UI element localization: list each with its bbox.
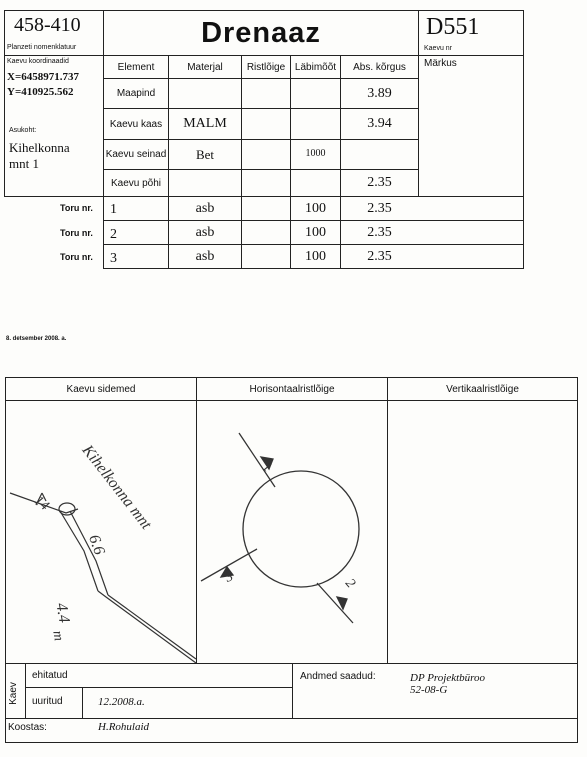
coord-y: Y=410925.562	[7, 86, 74, 98]
row-element: Kaevu kaas	[109, 118, 163, 130]
date-note: 8. detsember 2008. a.	[6, 336, 67, 342]
row-diameter: 1000	[305, 148, 326, 159]
pipe-diameter: 100	[305, 225, 326, 240]
location-line1: Kihelkonna	[9, 140, 70, 155]
header-abs-height: Abs. kõrgus	[353, 61, 406, 73]
pipe-material: asb	[195, 225, 215, 240]
built-label: ehitatud	[32, 670, 68, 681]
row-height: 2.35	[367, 175, 392, 190]
pipe-label: Toru nr.	[60, 203, 93, 213]
pipe-label-1: 1	[259, 459, 275, 476]
pipe-material: asb	[195, 201, 215, 216]
pipe-diameter: 100	[305, 201, 326, 216]
sketch-measure-a: 6.6	[85, 532, 108, 558]
row-element: Maapind	[116, 88, 156, 99]
row-height: 3.94	[367, 116, 392, 131]
location-label: Asukoht:	[9, 127, 37, 134]
row-height: 3.89	[367, 85, 392, 101]
row-element: Kaevu seinad	[105, 149, 167, 160]
row-material: Bet	[195, 146, 215, 162]
header-vertical-section: Vertikaalristlõige	[446, 383, 519, 395]
data-source-label: Andmed saadud:	[300, 671, 376, 682]
pipe-label: Toru nr.	[60, 252, 93, 262]
horizontal-section-sketch	[197, 401, 387, 663]
data-source-code: 52-08-G	[410, 684, 448, 696]
sketch-measure-b: 14	[31, 493, 52, 514]
pipe-number: 3	[110, 251, 117, 266]
coords-label: Kaevu koordinaadid	[7, 58, 69, 65]
pipe-label-2: 2	[341, 576, 358, 592]
nomenclature-number: 458-410	[14, 14, 81, 36]
header-well-connections: Kaevu sidemed	[66, 383, 136, 395]
measured-value: 12.2008.a.	[98, 696, 145, 708]
pipe-label: Toru nr.	[60, 228, 93, 238]
pipe-height: 2.35	[367, 225, 392, 240]
page-title: Drenaaz	[201, 16, 321, 49]
pipe-height: 2.35	[367, 249, 392, 264]
sketch-measure-c: 4.4	[52, 601, 73, 625]
pipe-diameter: 100	[305, 249, 326, 264]
pipe-number: 1	[110, 202, 117, 217]
author-value: H.Rohulaid	[98, 721, 150, 733]
measured-label: uuritud	[32, 696, 63, 707]
well-side-label: Kaev	[7, 682, 19, 705]
sketch-measure-d: m	[49, 629, 66, 643]
row-element: Kaevu põhi	[110, 177, 162, 189]
header-diameter: Läbimõõt	[294, 61, 337, 73]
header-horizontal-section: Horisontaalristlõige	[249, 383, 335, 395]
well-number: D551	[426, 14, 480, 40]
pipe-height: 2.35	[367, 201, 392, 216]
nomenclature-label: Planzeti nomenklatuur	[7, 44, 77, 51]
pipe-material: asb	[195, 249, 215, 264]
pipe-number: 2	[110, 227, 117, 242]
coord-x: X=6458971.737	[7, 71, 79, 83]
header-element: Element	[117, 61, 155, 73]
header-material: Materjal	[187, 61, 223, 73]
sketch-street-label: Kihelkonna mnt	[78, 442, 155, 533]
author-label: Koostas:	[8, 722, 47, 733]
well-number-label: Kaevu nr	[424, 45, 453, 52]
pipe-label-3: 3	[223, 569, 236, 586]
notes-label: Märkus	[424, 58, 457, 69]
row-material: MALM	[183, 116, 227, 131]
header-cross-section: Ristlõige	[246, 61, 286, 73]
data-source-value: DP Projektbüroo	[410, 672, 486, 684]
location-line2: mnt 1	[9, 156, 39, 171]
